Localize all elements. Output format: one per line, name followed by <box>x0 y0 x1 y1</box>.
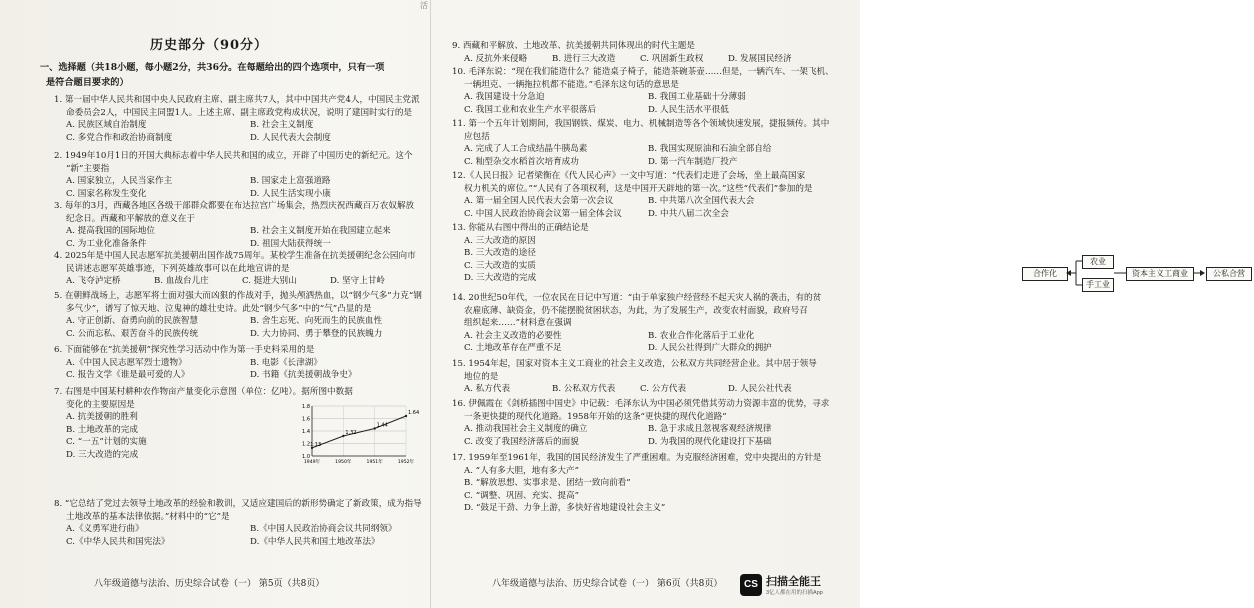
scanner-logo: CS <box>740 574 762 596</box>
question-14-stem-line: 农雇底薄、缺资金，仍不能摆脱贫困状态，为此，为了发展生产，改变农村面貌，政府号召 <box>464 305 808 316</box>
question-17 <box>452 452 822 515</box>
question-2-stem-line: “新”主要指 <box>66 163 110 174</box>
question-1-option-A: A. 民族区域自治制度 <box>66 120 147 131</box>
question-8-stem-line: 8. “它总结了党过去领导土地改革的经验和教训，又适应建国后的新形势确定了新政策，成为指导 <box>54 499 422 509</box>
part-one-heading-cont: 是符合题目要求的） <box>46 77 129 88</box>
question-4-stem-line: 民讲述志愿军英雄事迹，下列英雄故事可以在此地宣讲的是 <box>66 263 290 274</box>
question-14-option-D: D. 人民公社得到广大群众的拥护 <box>648 343 772 354</box>
top-mark: 活 <box>420 1 428 10</box>
question-14 <box>452 292 822 355</box>
question-7-stem-line: 变化的主要原因是 <box>66 399 135 410</box>
question-3-option-B: B. 社会主义制度开始在我国建立起来 <box>250 226 391 237</box>
question-16-option-A: A. 推动我国社会主义制度的确立 <box>464 424 588 435</box>
question-13-option-C: C. 三大改造的实质 <box>464 260 536 271</box>
question-15-option-C: C. 公方代表 <box>640 384 687 395</box>
question-5-option-C: C. 公而忘私、艰苦奋斗的民族传统 <box>66 328 199 339</box>
chart-x-tick-labels <box>304 458 415 465</box>
question-8-option-C: C.《中华人民共和国宪法》 <box>66 536 170 547</box>
question-11-option-A: A. 完成了人工合成结晶牛胰岛素 <box>464 144 588 155</box>
question-7-option-B: B. 土地改革的完成 <box>66 424 138 435</box>
question-3-stem-line: 3. 每年的3月，西藏各地区各级干部群众都要在布达拉宫广场集会，热烈庆祝西藏百万农奴解放 <box>54 201 415 211</box>
question-6-option-A: A.《中国人民志愿军烈士遗物》 <box>66 357 187 368</box>
question-7-option-C: C. “一五”计划的实施 <box>66 437 147 448</box>
question-3 <box>54 200 416 250</box>
question-1-option-B: B. 社会主义制度 <box>250 120 314 131</box>
question-9-stem-line: 9. 西藏和平解放、土地改革、抗美援朝共同体现出的时代主题是 <box>452 41 695 51</box>
chart-y-tick-label: 1.4 <box>302 428 310 435</box>
question-11-stem-line: 11. 第一个五年计划期间，我国钢铁、煤炭、电力、机械制造等各个领域快速发展，捷报频传。其中 <box>452 119 830 129</box>
question-9-option-D: D. 发展国民经济 <box>728 53 792 64</box>
chart-data-label: 1.13 <box>310 441 322 448</box>
question-5-stem-line: 多气少”，谱写了惊天地、泣鬼神的雄壮史诗。此处“钢少气多”中的“气”凸显的是 <box>66 303 372 314</box>
question-8-option-A: A.《义勇军进行曲》 <box>66 524 144 535</box>
question-15-stem-line: 地位的是 <box>464 371 499 382</box>
question-10-stem-line: 10. 毛泽东说：“现在我们能造什么？能造桌子椅子，能造茶碗茶壶……但是，一辆汽车、一架飞机、 <box>452 67 834 77</box>
chart-y-tick-label: 1.6 <box>302 416 310 423</box>
question-8-option-D: D.《中华人民共和国土地改革法》 <box>250 536 380 547</box>
question-10 <box>452 66 834 116</box>
question-12-stem-line: 12.《人民日报》记者梁衡在《代人民心声》一文中写道：“代表们走进了会场，坐上最高国家 <box>452 171 806 181</box>
question-15-stem-line: 15. 1954年起，国家对资本主义工商业的社会主义改造，公私双方共同经营企业。其中居于领导 <box>452 359 817 369</box>
question-16-stem-line: 一条更快捷的现代化道路。1958年开始的这条“更快捷的现代化道路” <box>464 411 727 422</box>
question-11-option-D: D. 第一汽车制造厂投产 <box>648 156 738 167</box>
chart-points <box>310 410 419 449</box>
question-10-option-C: C. 我国工业和农业生产水平很落后 <box>464 104 597 115</box>
question-17-option-C: C. “调整、巩固、充实、提高” <box>464 490 580 501</box>
question-17-option-A: A. “人有多大胆，地有多大产” <box>464 465 579 476</box>
diagram-capitalist-box: 资本主义工商业 <box>1126 267 1194 281</box>
question-14-option-A: A. 社会主义改造的必要性 <box>464 330 562 341</box>
chart-x-tick-label: 1951年 <box>366 460 383 465</box>
question-8-option-B: B.《中国人民政治协商会议共同纲领》 <box>250 524 397 535</box>
question-3-stem-line: 纪念日。西藏和平解放的意义在于 <box>66 213 195 224</box>
question-13-option-D: D. 三大改造的完成 <box>464 273 537 284</box>
question-5-option-D: D. 大力协同、勇于攀登的民族魄力 <box>250 328 383 339</box>
chart-data-label: 1.64 <box>408 410 420 416</box>
question-6-option-B: B. 电影《长津湖》 <box>250 357 322 368</box>
question-9 <box>452 40 814 65</box>
diagram-agriculture-box: 农业 <box>1082 255 1114 269</box>
question-12-option-C: C. 中国人民政治协商会议第一届全体会议 <box>464 208 622 219</box>
part-one-heading: 一、选择题（共18小题，每小题2分，共36分。在每题给出的四个选项中，只有一项 <box>40 62 385 73</box>
scanner-name: 扫描全能王 <box>766 576 821 588</box>
question-4-option-C: C. 挺进大别山 <box>242 276 297 287</box>
question-12-option-B: B. 中共第八次全国代表大会 <box>648 196 755 207</box>
question-12-option-A: A. 第一届全国人民代表大会第一次会议 <box>464 196 614 207</box>
diagram-left-box: 合作化 <box>1022 267 1068 281</box>
chart-x-tick-label: 1952年 <box>397 460 415 465</box>
chart-data-label: 1.44 <box>376 422 388 429</box>
diagram-right-box: 公私合营 <box>1206 267 1252 281</box>
question-11-option-C: C. 籼型杂交水稻首次培育成功 <box>464 156 579 167</box>
question-1-stem-line: 命委员会2人，中国民主同盟1人。上述主席、副主席政党构成状况，说明了建国时实行的是 <box>66 107 413 118</box>
scanner-tagline: 3亿人都在用的扫描App <box>766 590 823 596</box>
question-14-option-C: C. 土地改革存在严重不足 <box>464 343 562 354</box>
question-1 <box>54 94 420 144</box>
section-title: 历史部分（90分） <box>149 38 269 53</box>
question-2-option-D: D. 人民生活实现小康 <box>250 188 331 199</box>
question-10-option-D: D. 人民生活水平很低 <box>648 104 729 115</box>
chart-data-label: 1.32 <box>345 430 357 436</box>
question-6-option-D: D. 书籍《抗美援朝战争史》 <box>250 370 357 381</box>
question-16-stem-line: 16. 伊佩霞在《剑桥插图中国史》中记载：毛泽东认为中国必须凭借其劳动力资源丰富的优势，寻求 <box>452 399 830 409</box>
question-11-option-B: B. 我国实现原油和石油全部自给 <box>648 144 772 155</box>
question-14-stem-line: 14. 20世纪50年代，一位农民在日记中写道：“由于单家独户经营经不起天灾人祸的袭击，有的贫 <box>452 293 822 303</box>
question-4-stem-line: 4. 2025年是中国人民志愿军抗美援朝出国作战75周年。某校学生准备在抗美援朝纪念公园向市 <box>54 251 416 261</box>
question-4-option-D: D. 坚守上甘岭 <box>330 276 386 287</box>
question-15-option-A: A. 私方代表 <box>464 384 511 395</box>
footer-left: 八年级道德与法治、历史综合试卷（一） 第5页（共8页） <box>94 579 325 589</box>
question-6-option-C: C. 报告文学《谁是最可爱的人》 <box>66 370 190 381</box>
chart-x-tick-label: 1949年 <box>303 460 321 465</box>
question-17-stem-line: 17. 1959年至1961年，我国的国民经济发生了严重困难。为克服经济困难，党中央提出的方针是 <box>452 453 822 463</box>
question-15-option-D: D. 人民公社代表 <box>728 384 792 395</box>
question-9-option-A: A. 反抗外来侵略 <box>464 53 528 64</box>
chart-y-tick-label: 1.8 <box>302 403 310 410</box>
question-3-option-A: A. 提高我国的国际地位 <box>66 226 156 237</box>
question-1-option-C: C. 多党合作和政治协商制度 <box>66 132 173 143</box>
scanner-watermark <box>740 570 842 600</box>
question-4 <box>54 250 416 288</box>
question-2 <box>54 150 416 200</box>
question-6 <box>54 344 416 382</box>
question-2-option-C: C. 国家名称发生变化 <box>66 188 147 199</box>
question-2-option-B: B. 国家走上富强道路 <box>250 176 331 187</box>
question-16 <box>452 398 830 448</box>
question-15 <box>452 358 817 396</box>
question-7-option-A: A. 抗美援朝的胜利 <box>66 412 138 423</box>
question-9-option-B: B. 进行三大改造 <box>552 53 616 64</box>
chart-series-line <box>312 416 406 448</box>
reform-diagram <box>1022 254 1254 292</box>
question-8 <box>54 498 422 548</box>
footer-right: 八年级道德与法治、历史综合试卷（一） 第6页（共8页） <box>492 579 723 589</box>
question-1-option-D: D. 人民代表大会制度 <box>250 132 331 143</box>
chart-x-tick-label: 1950年 <box>335 460 352 465</box>
question-4-option-B: B. 血战台儿庄 <box>154 276 209 287</box>
question-16-option-B: B. 急于求成且忽视客观经济规律 <box>648 424 772 435</box>
question-17-option-D: D. “鼓足干劲、力争上游，多快好省地建设社会主义” <box>464 503 666 514</box>
question-14-option-B: B. 农业合作化落后于工业化 <box>648 330 755 341</box>
chart-y-tick-label: 1.2 <box>302 441 310 448</box>
question-12-stem-line: 权力机关的席位。”“人民有了各项权利，这是中国开天辟地的第一次。”这些“代表们”参加的是 <box>464 183 813 194</box>
question-10-option-A: A. 我国建设十分急迫 <box>464 92 545 103</box>
question-16-option-D: D. 为我国的现代化建设打下基础 <box>648 436 772 447</box>
question-2-stem-line: 2. 1949年10月1日的开国大典标志着中华人民共和国的成立，开辟了中国历史的新纪元。这个 <box>54 151 413 161</box>
question-13 <box>452 222 814 285</box>
question-13-option-B: B. 三大改造的途径 <box>464 248 536 259</box>
question-2-option-A: A. 国家独立，人民当家作主 <box>66 176 173 187</box>
question-13-option-A: A. 三大改造的原因 <box>464 235 536 246</box>
yield-line-chart <box>294 402 420 466</box>
question-10-option-B: B. 我国工业基础十分薄弱 <box>648 92 746 103</box>
question-5-option-B: B. 舍生忘死、向死而生的民族血性 <box>250 316 383 327</box>
question-3-option-D: D. 祖国大陆获得统一 <box>250 238 331 249</box>
chart-point <box>405 415 407 417</box>
question-8-stem-line: 土地改革的基本法律依据。”材料中的“它”是 <box>66 511 230 522</box>
question-1-stem-line: 1. 第一届中华人民共和国中央人民政府主席、副主席共7人，其中中国共产党4人，中国民主党派 <box>54 95 420 105</box>
chart-point <box>342 435 344 437</box>
question-5-stem-line: 5. 在朝鲜战场上，志愿军将士面对强大而凶狠的作战对手，抛头颅洒热血，以“钢少气多”力克“钢 <box>54 291 422 301</box>
chart-grid <box>312 406 406 456</box>
question-5-option-A: A. 守正创新、奋勇向前的民族智慧 <box>66 316 198 327</box>
question-16-option-C: C. 改变了我国经济落后的面貌 <box>464 436 579 447</box>
question-3-option-C: C. 为工业化准备条件 <box>66 238 147 249</box>
question-11 <box>452 118 830 168</box>
question-9-option-C: C. 巩固新生政权 <box>640 53 704 64</box>
question-5 <box>54 290 422 340</box>
question-17-option-B: B. “解放思想、实事求是、团结一致向前看” <box>464 478 631 489</box>
question-13-stem-line: 13. 你能从右图中得出的正确结论是 <box>452 223 589 233</box>
chart-y-tick-labels <box>302 404 310 460</box>
question-15-option-B: B. 公私双方代表 <box>552 384 616 395</box>
question-12 <box>452 170 814 220</box>
question-14-stem-line: 组织起来……”材料意在强调 <box>464 318 572 329</box>
question-7-option-D: D. 三大改造的完成 <box>66 449 139 460</box>
question-12-option-D: D. 中共八届二次全会 <box>648 208 729 219</box>
chart-point <box>373 427 375 429</box>
question-11-stem-line: 应包括 <box>464 131 490 142</box>
question-10-stem-line: 一辆坦克、一辆拖拉机都不能造。”毛泽东这句话的意思是 <box>464 79 679 90</box>
diagram-handicraft-box: 手工业 <box>1082 278 1114 292</box>
question-6-stem-line: 6. 下面能够在“抗美援朝”探究性学习活动中作为第一手史料采用的是 <box>54 345 315 355</box>
question-7-stem-line: 7. 右图是中国某村耕种农作物亩产量变化示意图（单位：亿吨）。据所图中数据 <box>54 387 353 397</box>
page-divider <box>430 0 431 608</box>
chart-y-tick-label: 1.0 <box>302 453 310 460</box>
question-4-option-A: A. 飞夺泸定桥 <box>66 276 121 287</box>
